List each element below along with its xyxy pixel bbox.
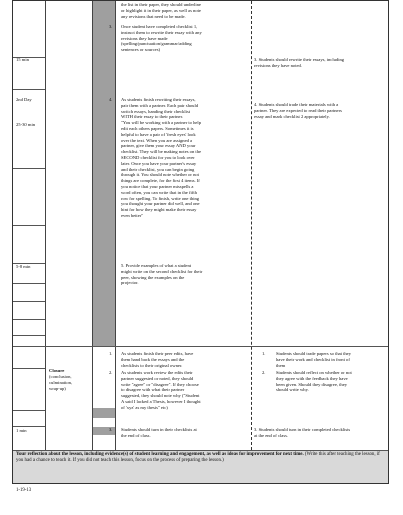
time-label: 5-8 min (16, 264, 31, 269)
step-number: 2. (262, 370, 266, 375)
time-label: 1 min (16, 428, 27, 433)
teacher-step-continued: the list in their paper, they should underline or highlight it in their paper, as well as note any revisions that need to be made. (121, 2, 201, 19)
lesson-table (12, 0, 389, 484)
teacher-step-4: As students finish rewriting their essays, pair them with a partner. Each pair should switch essays, handing their checklist WITH their essay to their partner. "You will be working with a partner to help edit each others papers. Sometimes it is helpful to have a pair of 'fresh eyes' look over the text. When you are assigned a partner, give them your essay AND your checklist. They will be making notes on the SECOND checklist for you to look over later. Once you have your partner's essay and their checklist, you can begin going through it. You should note whether or not things are complete, for the first 4 items. If you notice that your partner misspells a word often, you can write that in the fifth row for spelling. To finish, write one thing you thought your partner did well, and one hint for how they might make their essay even better" (121, 97, 202, 218)
time-label: 2nd Day (16, 97, 32, 102)
student-step-4: 4. Students should trade their materials with a partner. They are expected to read their partners essay and mark checklist 2 appropriately. (254, 102, 342, 119)
step-number: 3. (109, 24, 113, 29)
gray-column-top (92, 1, 115, 346)
closure-sublabel: (conclusion, culmination, wrap-up) (49, 374, 73, 391)
time-label: 25-30 min (16, 122, 36, 127)
page-footer-date: 1-19-13 (16, 488, 32, 493)
step-number: 1. (262, 351, 266, 356)
closure-student-step-2: Students should reflect on whether or not they agree with the feedback they have been given. Should they disagree, they should write why. (276, 370, 352, 393)
teacher-step-5: 5. Provide examples of what a student might write on the second checklist for their peer, showing the examples on the projector. (121, 263, 203, 286)
time-label: 15 min (16, 57, 29, 62)
step-number: 1. (109, 351, 113, 356)
step-number: 2. (109, 370, 113, 375)
closure-teacher-step-3: Students should turn in their checklists at the end of class. (121, 427, 197, 438)
student-step-3: 3. Students should rewrite their essays, including revisions they have noted. (254, 57, 345, 68)
step-number: 3. (109, 427, 113, 432)
reflection-prompt-bold: Your reflection about the lesson, including evidence(s) of student learning and engagement, as well as ideas for improvement for next time. (16, 452, 304, 457)
teacher-step-3: Once student have completed checklist 1, instruct them to rewrite their essay with any revisions they have made (spelling/punctuation/grammar/adding sentences or sources) (121, 24, 202, 53)
gray-column-closure (92, 408, 115, 418)
closure-student-step-3: 3. Students should turn in their completed checklists at the end of class. (254, 427, 351, 438)
closure-student-step-1: Students should trade papers so that they have their work and checklist in front of them (276, 351, 352, 368)
closure-label: Closure (49, 368, 65, 373)
step-number: 4. (109, 97, 113, 102)
reflection-prompt (16, 452, 384, 465)
closure-teacher-step-2: As students work review the edits their partner suggested or noted, they should write "agree" or "disagree". If they choose to disagree with what their partner suggested, they should note why ("Student A said I lacked a Thesis, however I thought of 'xyz' as my thesis" etc) (121, 370, 201, 410)
closure-teacher-step-1: As students finish their peer edits, have them hand back the essays and the checklists to their original owner. (121, 351, 194, 368)
reflection-prompt-note: (Write this after teaching the lesson, if you had a chance to teach it. If you did not teach this lesson, focus on the process of preparing the lesson.) (16, 452, 380, 464)
